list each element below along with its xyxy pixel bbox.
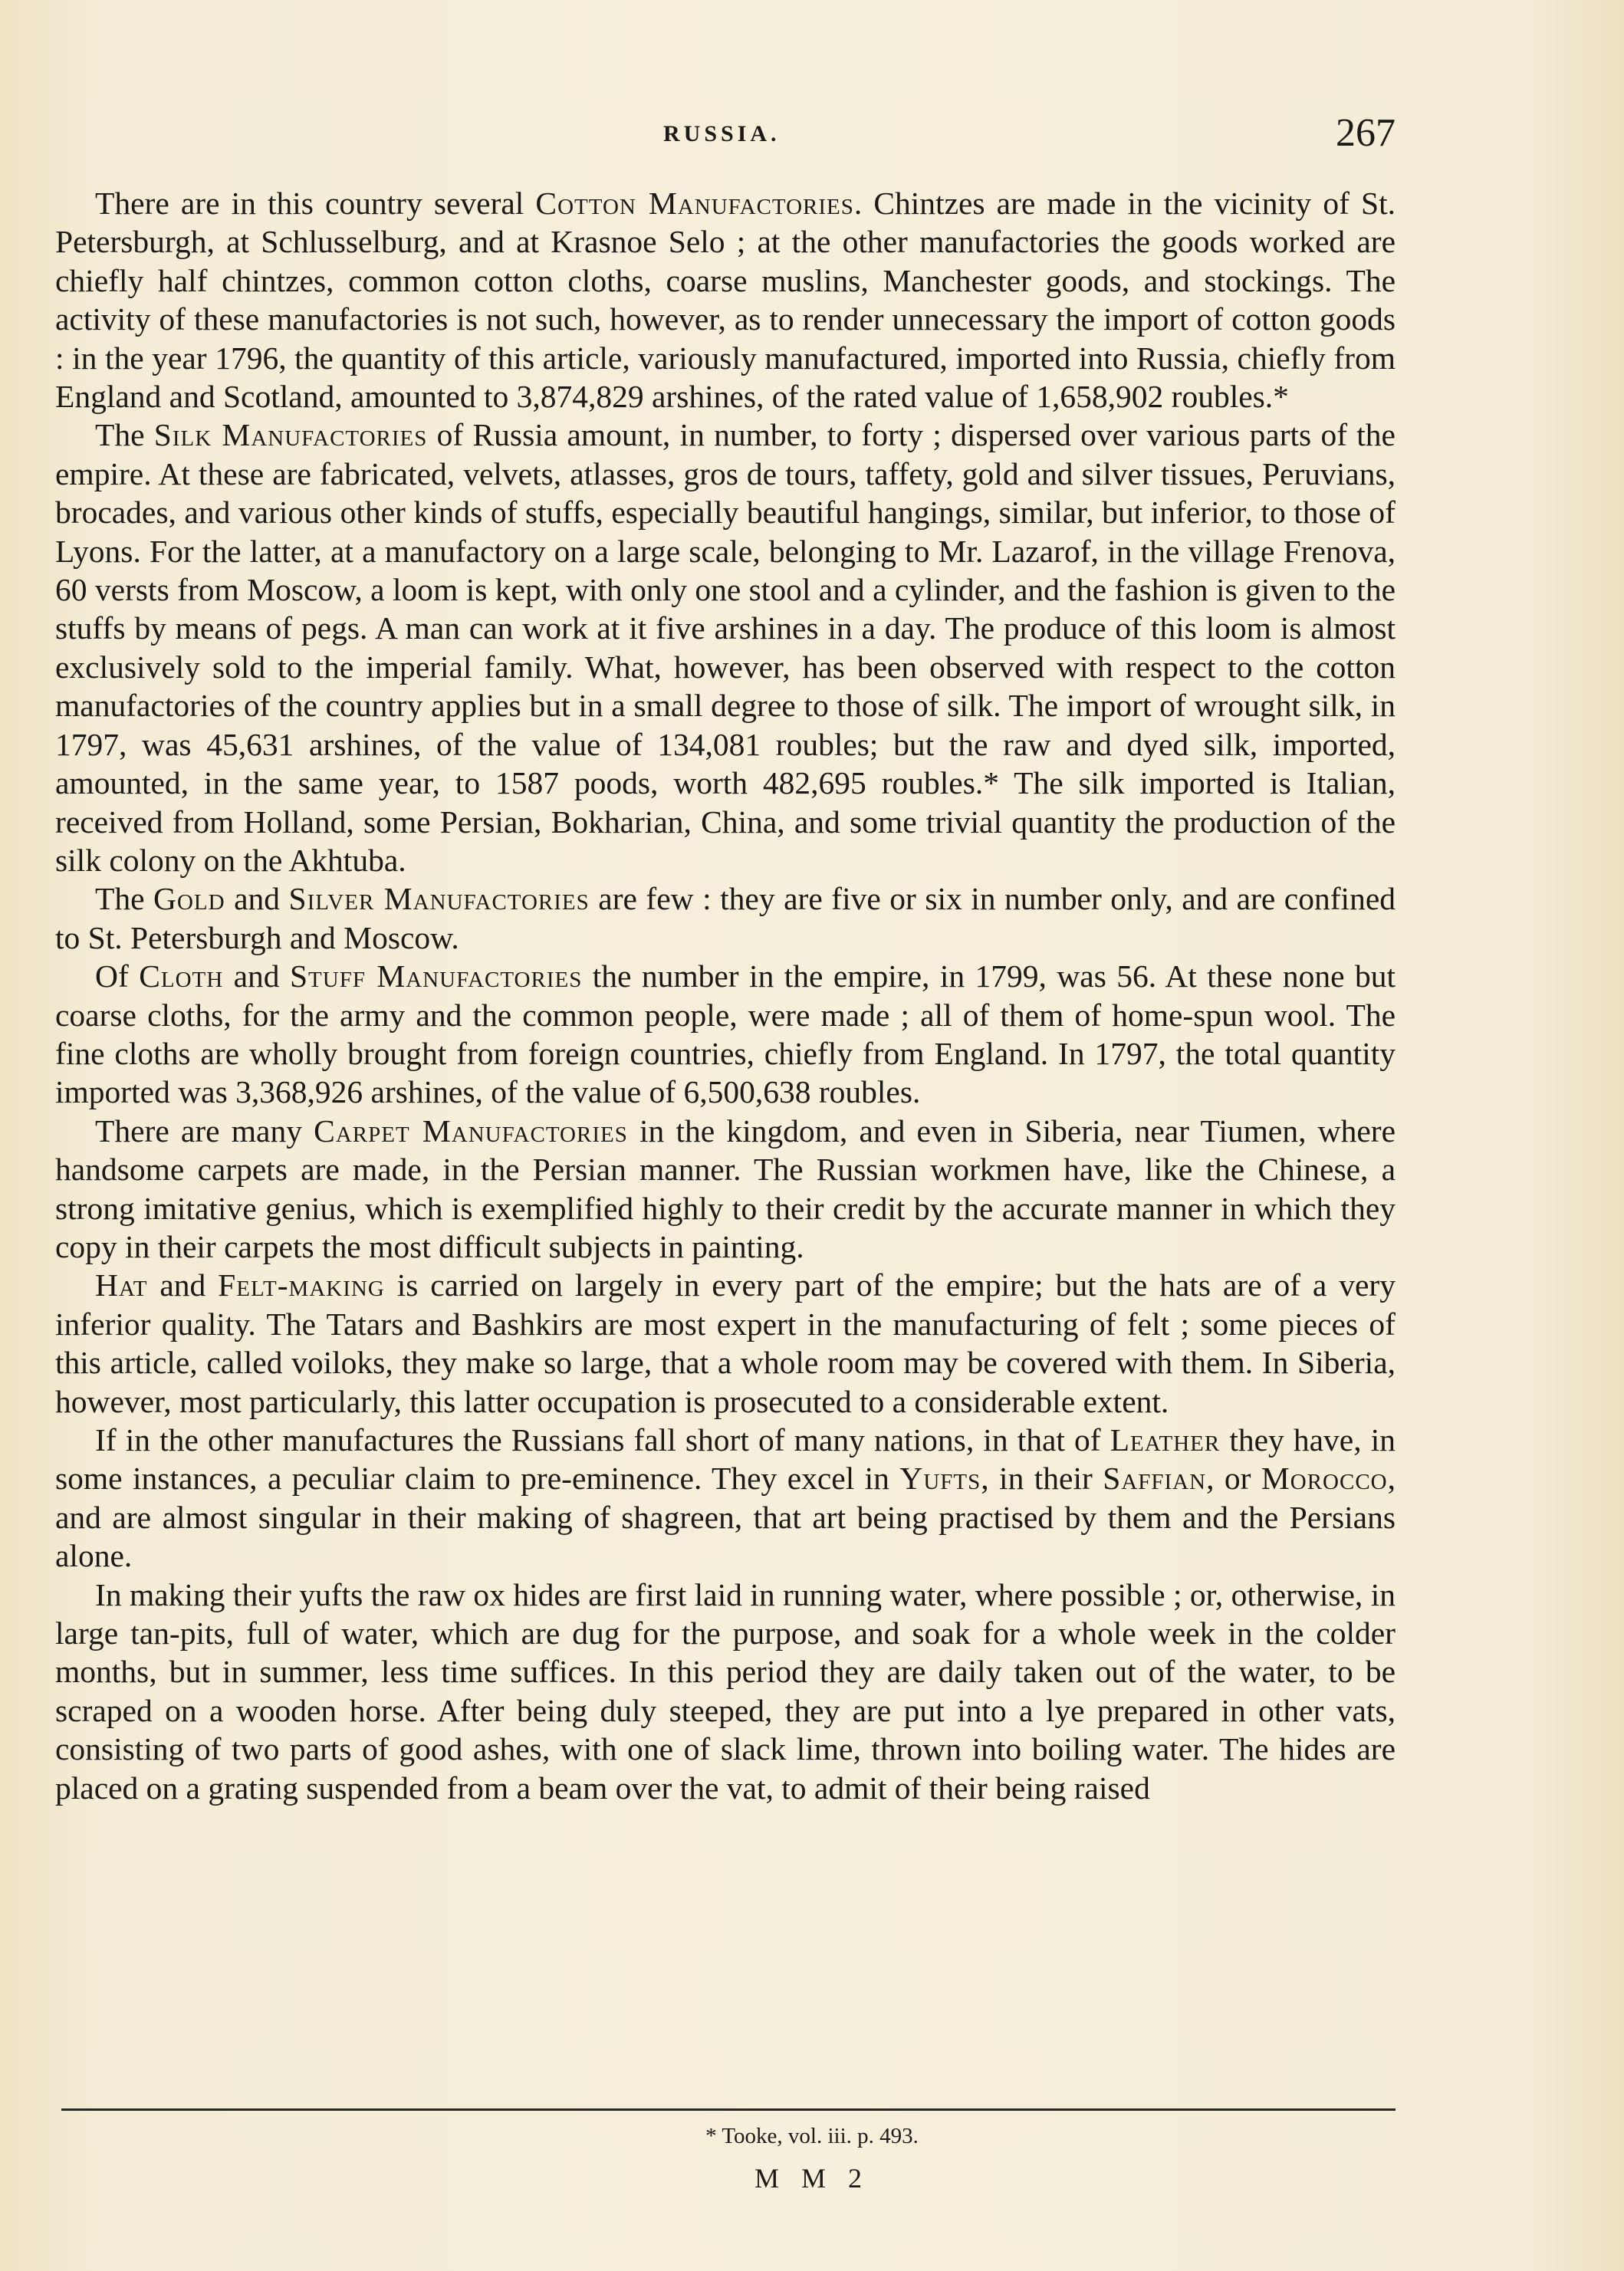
text-run: If in the other manufactures the Russians fall short of many nations, in that of bbox=[95, 1422, 1110, 1458]
running-head bbox=[92, 111, 1396, 161]
text-run: The bbox=[95, 881, 154, 917]
text-run: , or bbox=[1206, 1461, 1261, 1497]
paragraph-silk bbox=[55, 416, 1396, 879]
text-run: There are many bbox=[95, 1112, 314, 1149]
text-run: the number in the empire, in 1799, was 56. At these none but coarse cloths, for the army and the common people, were made ; all of them of home-spun wool. The fine cloths are wholly brought from foreign countries, chiefly from England. In 1797, the total quantity imported was 3,368,926 arshines, of the value of 6,500,638 roubles. bbox=[55, 958, 1396, 1110]
paragraph-hat bbox=[55, 1266, 1396, 1421]
text-run: they have, in some instances, a peculiar claim to pre-eminence. They excel in bbox=[55, 1422, 1396, 1497]
small-caps-term: Saffian bbox=[1103, 1461, 1207, 1497]
signature-mark: M M 2 bbox=[754, 2163, 870, 2194]
paragraph-cloth bbox=[55, 957, 1396, 1112]
text-run: is carried on largely in every part of the empire; but the hats are of a very inferior quality. The Tatars and Bashkirs are most expert in the manufacturing of felt ; some pieces of this article, called voiloks, they make so large, that a whole room may be covered with them. In Siberia, however, most particularly, this latter occupation is prosecuted to a considerable extent. bbox=[55, 1267, 1396, 1419]
page-number: 267 bbox=[1336, 111, 1396, 155]
small-caps-term: Morocco bbox=[1261, 1461, 1388, 1497]
small-caps-term: Silver Manufactories bbox=[288, 881, 590, 917]
text-run: Of bbox=[95, 958, 140, 994]
text-run: and bbox=[147, 1267, 219, 1303]
text-run: , in their bbox=[981, 1461, 1103, 1497]
text-run: of Russia amount, in number, to forty ; dispersed over various parts of the empire. At these are fabricated, velvets, atlasses, gros de tours, taffety, gold and silver tissues, Peruvians, brocades, and various other kinds of stuffs, especially beautiful hangings, similar, but inferior, to those of Lyons. For the latter, at a manufactory on a large scale, belonging to Mr. Lazarof, in the village Frenova, 60 versts from Moscow, a loom is kept, with only one stool and a cylinder, and the fashion is given to the stuffs by means of pegs. A man can work at it five arshines in a day. The produce of this loom is almost exclusively sold to the imperial family. What, however, has been observed with respect to the cotton manufactories of the country applies but in a small degree to those of silk. The import of wrought silk, in 1797, was 45,631 arshines, of the value of 134,081 roubles; but the raw and dyed silk, imported, amounted, in the same year, to 1587 poods, worth 482,695 roubles.* The silk imported is Italian, received from Holland, some Persian, Bokharian, China, and some trivial quantity the production of the silk colony on the Akhtuba. bbox=[55, 417, 1396, 878]
small-caps-term: Cotton Manufactories bbox=[535, 186, 854, 221]
small-caps-term: Stuff Manufactories bbox=[289, 958, 583, 994]
small-caps-term: Carpet Manufactories bbox=[314, 1112, 628, 1149]
small-caps-term: Gold bbox=[153, 881, 225, 917]
running-title: RUSSIA. bbox=[663, 121, 781, 146]
small-caps-term: Hat bbox=[95, 1267, 148, 1303]
text-run: In making their yufts the raw ox hides are first laid in running water, where possible ; or, otherwise, in large tan-pits, full of water, which are dug for the purpose, and soak for a whole week in the colder months, but in summer, less time suffices. In this period they are daily taken out of the water, to be scraped on a wooden horse. After being duly steeped, they are put into a lye prepared in other vats, consisting of two parts of good ashes, with one of slack lime, thrown into boiling water. The hides are placed on a grating suspended from a beam over the vat, to admit of their being raised bbox=[55, 1576, 1396, 1806]
small-caps-term: Silk Manufactories bbox=[153, 417, 428, 453]
footnote: * Tooke, vol. iii. p. 493. bbox=[705, 2124, 919, 2148]
text-run: There are in this country several bbox=[95, 186, 536, 221]
text-run: are few : they are five or six in number only, and are confined to St. Petersburgh and Moscow. bbox=[55, 881, 1396, 955]
footnote-rule bbox=[61, 2108, 1396, 2111]
text-run: in the kingdom, and even in Siberia, near Tiumen, where handsome carpets are made, in the Persian manner. The Russian workmen have, like the Chinese, a strong imitative genius, which is exemplified highly to their credit by the accurate manner in which they copy in their carpets the most difficult subjects in painting. bbox=[55, 1112, 1396, 1264]
paragraph-carpet bbox=[55, 1112, 1396, 1267]
text-run: , and are almost singular in their making of shagreen, that art being practised by them and the Persians alone. bbox=[55, 1461, 1396, 1574]
text-run: . Chintzes are made in the vicinity of St. Petersburgh, at Schlusselburg, and at Krasnoe Selo ; at the other manufactories the goods worked are chiefly half chintzes, common cotton cloths, coarse muslins, Manchester goods, and stockings. The activity of these manufactories is not such, however, as to render unnecessary the import of cotton goods : in the year 1796, the quantity of this article, variously manufactured, imported into Russia, chiefly from England and Scotland, amounted to 3,874,829 arshines, of the rated value of 1,658,902 roubles.* bbox=[55, 186, 1396, 415]
paragraph-gold-silver bbox=[55, 879, 1396, 957]
text-run: The bbox=[95, 417, 154, 453]
text-run: and bbox=[223, 958, 290, 994]
small-caps-term: Cloth bbox=[139, 958, 224, 994]
body-text bbox=[55, 184, 1396, 1807]
small-caps-term: Leather bbox=[1110, 1422, 1221, 1458]
paragraph-yufts-process bbox=[55, 1576, 1396, 1807]
paragraph-leather bbox=[55, 1421, 1396, 1576]
text-run: and bbox=[225, 881, 289, 917]
paragraph-cotton bbox=[55, 184, 1396, 416]
small-caps-term: Felt-making bbox=[218, 1267, 385, 1303]
small-caps-term: Yufts bbox=[899, 1461, 981, 1497]
